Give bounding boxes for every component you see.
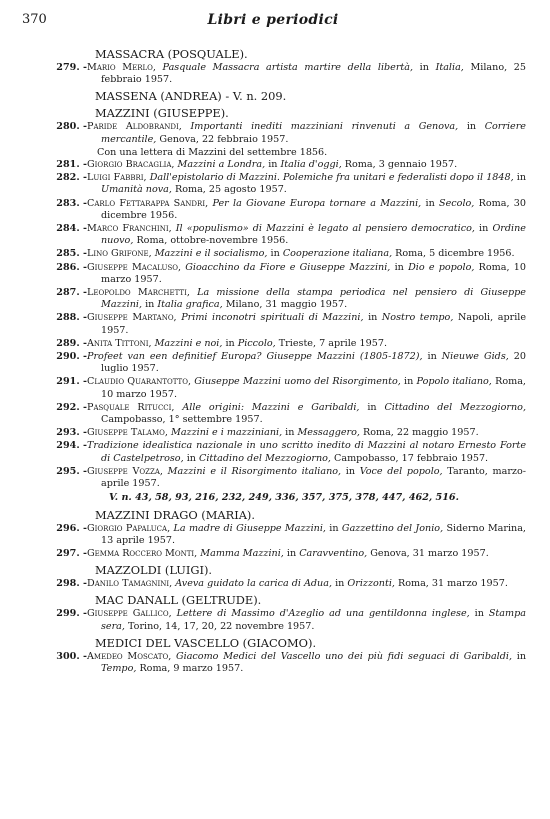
- entry-detail: Roma, 9 marzo 1957.: [136, 662, 244, 674]
- bibliography-entry: [22, 440, 526, 464]
- entry-number: 295. -: [56, 465, 87, 477]
- entry-detail: Milano, 31 maggio 1957.: [222, 299, 348, 311]
- entry-detail: Roma, 10 marzo 1957.: [101, 261, 526, 285]
- entry-detail: in: [359, 401, 385, 413]
- entry-text: [87, 223, 526, 247]
- entry-detail: in: [222, 337, 238, 349]
- entry-author: Anita Tittoni,: [87, 337, 152, 349]
- entry-author: Marco Franchini,: [87, 223, 172, 235]
- entry-detail: 20 luglio 1957.: [101, 351, 526, 375]
- entry-title: Mazzini e il Risorgimento italiano,: [167, 465, 342, 477]
- entry-title: Cittadino del Mezzogiorno,: [199, 452, 331, 464]
- running-title: Libri e periodici: [207, 12, 339, 28]
- entry-detail: in: [265, 159, 281, 171]
- entry-text: [87, 287, 526, 311]
- entry-text: [87, 651, 526, 675]
- entry-title: Mazzini e i mazziniani,: [171, 427, 283, 439]
- section-heading: MAZZINI DRAGO (MARIA).: [95, 507, 255, 522]
- entry-author: Giuseppe Martano,: [87, 312, 177, 324]
- entry-title: Primi inconotri spirituali di Mazzini,: [181, 312, 364, 324]
- section-heading: MAZZINI (GIUSEPPE).: [95, 106, 229, 121]
- entry-number: 283. -: [56, 197, 87, 209]
- bibliography-body: [22, 47, 526, 676]
- entry-title: Piccolo,: [237, 337, 276, 349]
- entry-number: 291. -: [56, 376, 87, 388]
- entry-detail: Roma, 25 agosto 1957.: [171, 184, 287, 196]
- entry-detail: in: [363, 312, 382, 324]
- entry-title: Importanti inediti mazziniani rinvenuti a Genova,: [190, 121, 459, 133]
- entry-detail: Roma, 31 marzo 1957.: [394, 578, 508, 590]
- entry-detail: in: [422, 351, 442, 363]
- entry-title: Italia d'oggi,: [280, 159, 342, 171]
- entry-author: Claudio Quarantotto,: [87, 376, 192, 388]
- entry-detail: in: [413, 62, 436, 73]
- entry-number: 286. -: [56, 261, 87, 273]
- entry-author: Gemma Roccero Monti,: [87, 547, 198, 559]
- entry-title: Caravventino,: [299, 547, 368, 559]
- entry-title: La missione della stampa periodica nel pensiero di Giuseppe Mazzini,: [101, 287, 526, 311]
- entry-detail: Roma, ottobre-novembre 1956.: [133, 235, 289, 247]
- entry-number: 281. -: [56, 159, 87, 171]
- entry-detail: Roma, 22 maggio 1957.: [359, 427, 479, 439]
- entry-title: Umanità nova,: [101, 184, 172, 196]
- section-heading: MEDICI DEL VASCELLO (GIACOMO).: [95, 635, 317, 650]
- bibliography-entry: [22, 427, 526, 439]
- bibliography-entry: [22, 578, 526, 590]
- entry-text: [87, 440, 526, 464]
- entry-title: Mazzini e il socialismo,: [154, 248, 268, 260]
- entry-number: 287. -: [56, 287, 87, 299]
- entry-detail: Genova, 31 marzo 1957.: [367, 547, 489, 559]
- entry-title: Alle origini: Mazzini e Garibaldi,: [182, 401, 360, 413]
- entry-detail: in: [400, 376, 417, 388]
- see-also-list: V. n. 43, 58, 93, 216, 232, 249, 336, 357, 375, 378, 447, 462, 516.: [109, 492, 459, 504]
- entry-number: 289. -: [56, 337, 87, 349]
- bibliography-entry: [22, 262, 526, 286]
- entry-title: Gioacchino da Fiore e Giuseppe Mazzini,: [185, 261, 391, 273]
- entry-detail: in: [332, 578, 348, 590]
- entry-detail: in: [469, 608, 489, 620]
- entry-title: Mazzini a Londra,: [177, 159, 266, 171]
- entry-title: Stampa sera,: [101, 608, 526, 632]
- entry-author: Paride Aldobrandi,: [87, 121, 182, 133]
- entry-detail: in: [474, 223, 493, 235]
- entry-detail: in: [513, 172, 527, 184]
- entry-title: Pasquale Massacra artista martire della libertà,: [162, 62, 414, 73]
- entry-title: Cooperazione italiana,: [282, 248, 393, 260]
- entry-detail: in: [458, 121, 485, 133]
- entry-author: Amedeo Moscato,: [87, 650, 172, 662]
- entry-author: Giuseppe Gallico,: [87, 608, 172, 620]
- entry-title: Ordine nuovo,: [101, 223, 526, 247]
- entry-text: [87, 351, 526, 375]
- entry-text: [87, 376, 526, 400]
- entry-title: Popolo italiano,: [416, 376, 492, 388]
- entry-number: 285. -: [56, 248, 87, 260]
- bibliography-entry: [22, 159, 526, 171]
- entry-title: Italia,: [435, 62, 464, 73]
- entry-number: 294. -: [56, 440, 87, 452]
- bibliography-entry: [22, 376, 526, 400]
- entry-text: [87, 262, 526, 286]
- entry-title: Tradizione idealistica nazionale in uno scritto inedito di Mazzini al notaro Ernesto Forte di Castelpetroso,: [87, 440, 526, 464]
- entry-author: Carlo Fettarappa Sandri,: [87, 197, 209, 209]
- bibliography-entry: [22, 608, 526, 632]
- entry-detail: in: [183, 452, 199, 464]
- entry-title: Tempo,: [101, 662, 137, 674]
- entry-number: 296. -: [56, 522, 87, 534]
- entry-title: Dall'epistolario di Mazzini. Polemiche fra unitari e federalisti dopo il 1848,: [149, 172, 514, 184]
- entry-number: 282. -: [56, 172, 87, 184]
- page-header: [22, 12, 524, 30]
- entry-text: [87, 402, 526, 426]
- entry-title: Corriere mercantile,: [101, 121, 526, 145]
- entry-detail: Trieste, 7 aprile 1957.: [275, 337, 387, 349]
- entry-note: Con una lettera di Mazzini del settembre 1856.: [97, 146, 328, 158]
- entry-number: 290. -: [56, 351, 87, 363]
- entry-number: 300. -: [56, 650, 87, 662]
- entry-text: [87, 523, 526, 547]
- entry-title: La madre di Giuseppe Mazzini,: [173, 522, 326, 534]
- bibliography-entry: [22, 287, 526, 311]
- section-heading: MAC DANALL (GELTRUDE).: [95, 593, 262, 608]
- entry-detail: Taranto, marzo-aprile 1957.: [101, 465, 526, 490]
- bibliography-entry: [22, 466, 526, 490]
- entry-title: Orizzonti,: [347, 578, 395, 590]
- entry-author: Giuseppe Talamo,: [87, 427, 168, 439]
- entry-text: [87, 608, 526, 632]
- entry-detail: Torino, 14, 17, 20, 22 novembre 1957.: [124, 620, 315, 632]
- entry-detail: in: [390, 261, 409, 273]
- bibliography-entry: [22, 548, 526, 560]
- entry-title: Cittadino del Mezzogiorno,: [384, 401, 526, 413]
- entry-text: [87, 312, 526, 336]
- entry-title: Profeet van een definitief Europa? Giuseppe Mazzini (1805-1872),: [87, 351, 423, 363]
- entry-text: [87, 466, 526, 490]
- entry-detail: in: [512, 650, 526, 662]
- entry-author: Danilo Tamagnini,: [87, 578, 173, 590]
- entry-detail: in: [325, 522, 342, 534]
- section-heading: MASSENA (ANDREA) - V. n. 209.: [95, 89, 287, 104]
- entry-detail: Roma, 10 marzo 1957.: [101, 376, 526, 400]
- entry-number: 292. -: [56, 401, 87, 413]
- entry-text: [87, 578, 526, 590]
- entry-author: Mario Merlo,: [87, 62, 156, 73]
- entry-title: Giacomo Medici del Vascello uno dei più fidi seguaci di Garibaldi,: [175, 650, 513, 662]
- entry-detail: Napoli, aprile 1957.: [101, 312, 527, 336]
- entry-title: Per la Giovane Europa tornare a Mazzini,: [212, 197, 422, 209]
- entry-title: Mazzini e noi,: [154, 337, 223, 349]
- entry-detail: in: [267, 248, 283, 260]
- entry-detail: Roma, 30 dicembre 1956.: [101, 197, 526, 221]
- bibliography-entry: [22, 172, 526, 196]
- entry-number: 284. -: [56, 223, 87, 235]
- entry-detail: in: [421, 197, 440, 209]
- bibliography-entry: [22, 248, 526, 260]
- entry-number: 280. -: [56, 121, 87, 133]
- entry-text: [87, 198, 526, 222]
- entry-detail: in: [283, 547, 300, 559]
- entry-title: Il «populismo» di Mazzini è legato al pensiero democratico,: [175, 223, 475, 235]
- entry-title: Messaggero,: [297, 427, 360, 439]
- bibliography-entry: [22, 351, 526, 375]
- bibliography-entry: [22, 223, 526, 247]
- entry-detail: in: [142, 299, 158, 311]
- entry-author: Giuseppe Vozza,: [87, 465, 163, 477]
- entry-title: Nostro tempo,: [381, 312, 454, 324]
- entry-title: Mamma Mazzini,: [200, 547, 284, 559]
- entry-text: [87, 159, 526, 171]
- entry-detail: Campobasso, 17 febbraio 1957.: [330, 452, 489, 464]
- entry-text: [87, 62, 526, 86]
- entry-detail: in: [282, 427, 298, 439]
- entry-number: 299. -: [56, 608, 87, 620]
- entry-title: Italia grafica,: [157, 299, 223, 311]
- entry-number: 298. -: [56, 578, 87, 590]
- entry-title: Lettere di Massimo d'Azeglio ad una gentildonna inglese,: [176, 608, 470, 620]
- entry-detail: Siderno Marina, 13 aprile 1957.: [101, 522, 526, 546]
- bibliography-entry: [22, 523, 526, 547]
- entry-text: [87, 248, 526, 260]
- entry-number: 288. -: [56, 312, 87, 324]
- entry-detail: in: [341, 465, 360, 477]
- entry-number: 293. -: [56, 427, 87, 439]
- entry-title: Voce del popolo,: [359, 465, 443, 477]
- section-heading: MASSACRA (POSQUALE).: [95, 47, 248, 61]
- bibliography-entry: [22, 121, 526, 145]
- entry-text: [87, 548, 526, 560]
- bibliography-entry: [22, 651, 526, 675]
- entry-author: Lino Grifone,: [87, 248, 152, 260]
- entry-detail: Roma, 3 gennaio 1957.: [341, 159, 458, 171]
- entry-author: Pasquale Ritucci,: [87, 401, 175, 413]
- entry-author: Giorgio Papaluca,: [87, 522, 171, 534]
- bibliography-entry: [22, 312, 526, 336]
- entry-text: [87, 172, 526, 196]
- entry-number: 297. -: [56, 547, 87, 559]
- entry-detail: [156, 62, 163, 73]
- entry-text: [87, 121, 526, 145]
- entry-detail: Roma, 5 dicembre 1956.: [392, 248, 515, 260]
- entry-title: Aveva guidato la carica di Adua,: [175, 578, 333, 590]
- bibliography-entry: [22, 402, 526, 426]
- page-number: 370: [22, 12, 47, 27]
- entry-author: Leopoldo Marchetti,: [87, 287, 190, 299]
- entry-title: Giuseppe Mazzini uomo del Risorgimento,: [194, 376, 401, 388]
- bibliography-entry: [22, 62, 526, 86]
- entry-text: [87, 338, 526, 350]
- entry-detail: Milano, 25 febbraio 1957.: [101, 62, 526, 86]
- section-heading: MAZZOLDI (LUIGI).: [95, 563, 213, 578]
- entry-author: Giorgio Bracaglia,: [87, 159, 175, 171]
- entry-detail: Campobasso, 1° settembre 1957.: [101, 414, 263, 426]
- entry-detail: Genova, 22 febbraio 1957.: [156, 133, 289, 145]
- entry-title: Gazzettino del Jonio,: [341, 522, 444, 534]
- entry-title: Secolo,: [439, 197, 475, 209]
- entry-title: Nieuwe Gids,: [441, 351, 509, 363]
- entry-text: [87, 427, 526, 439]
- entry-number: 279. -: [56, 62, 87, 73]
- entry-author: Giuseppe Macaluso,: [87, 261, 182, 273]
- bibliography-entry: [22, 338, 526, 350]
- entry-title: Dio e popolo,: [408, 261, 475, 273]
- entry-author: Luigi Fabbri,: [87, 172, 147, 184]
- bibliography-entry: [22, 198, 526, 222]
